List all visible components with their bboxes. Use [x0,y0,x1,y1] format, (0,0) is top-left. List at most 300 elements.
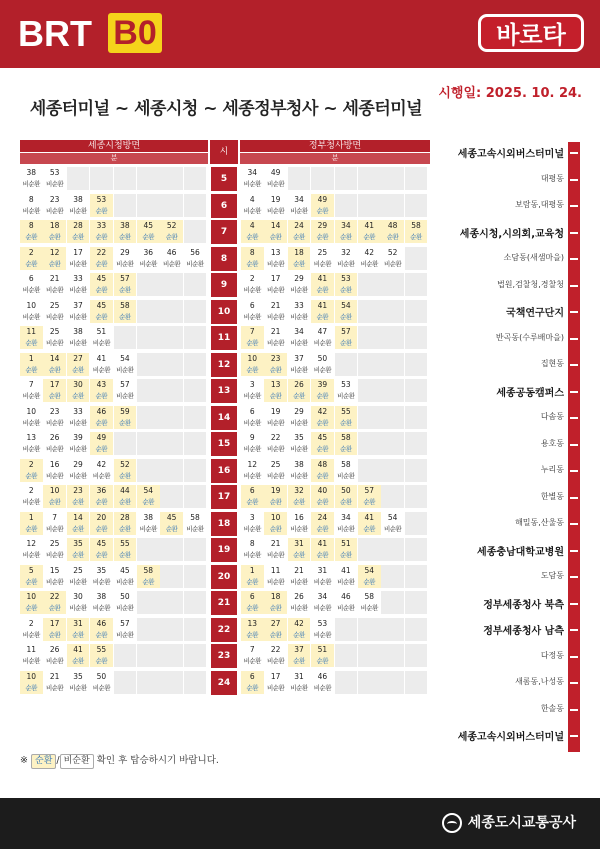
stop-tick [570,629,578,631]
departure-cell [90,326,113,350]
departure-cell [67,618,90,642]
timetable-row [20,564,430,591]
departure-cell [67,379,90,403]
departure-type: 순환 [241,683,264,694]
timetable-row [20,458,430,485]
hour-cell: 21 [211,591,237,615]
departure-cell [241,512,264,536]
empty-cell-bottom [358,206,381,217]
departure-type: 순환 [311,444,334,455]
empty-cell-top [184,644,207,656]
stop-tick [570,444,578,446]
departure-cell [288,618,311,642]
departure-type: 비순환 [116,365,134,374]
departure-cell [288,353,311,377]
empty-cell [358,459,381,483]
departure-cell [288,512,311,536]
departure-type: 비순환 [243,657,261,665]
empty-cell [381,591,404,615]
empty-cell [160,273,183,297]
empty-cell-top [381,671,404,683]
left-departures [20,193,208,219]
empty-cell [184,379,207,403]
brt-label: BRT [18,13,92,54]
departure-type: 비순환 [313,365,332,374]
departure-cell [264,618,287,642]
departure-type: 순환 [264,630,287,641]
departure-cell [311,406,334,430]
departure-cell [335,459,358,483]
stop-name: 용호동 [540,438,564,448]
departure-minute: 3 [249,380,255,389]
departure-minute: 23 [49,406,60,416]
hour-cell: 13 [211,379,237,403]
empty-cell [335,671,358,695]
departure-cell [264,220,287,244]
empty-cell [160,406,183,430]
empty-cell-top [335,671,358,683]
empty-cell-bottom [160,285,183,296]
departure-minute: 39 [311,379,334,391]
empty-cell [335,194,358,218]
empty-cell [160,459,183,483]
departure-cell [288,273,311,297]
empty-cell-bottom [114,444,137,455]
departure-type: 비순환 [243,286,261,294]
departure-type: 순환 [311,312,334,323]
departure-cell [90,379,113,403]
departure-minute: 45 [137,220,160,232]
empty-cell [335,353,358,377]
departure-cell [43,644,66,668]
right-departures [241,458,430,484]
departure-cell [20,644,43,668]
empty-cell [184,273,207,297]
timetable-row [20,378,430,405]
departure-type: 비순환 [243,206,261,215]
departure-minute: 32 [341,247,351,257]
right-departures [241,484,430,510]
departure-cell [184,247,207,271]
departure-cell [264,538,287,562]
departure-minute: 57 [120,618,130,628]
departure-type: 비순환 [243,471,261,480]
empty-cell [184,406,207,430]
departure-minute: 17 [43,618,66,630]
departure-type: 순환 [43,391,66,402]
empty-cell-bottom [381,497,404,508]
stop-name: 해밀동,산울동 [515,518,564,527]
departure-cell [335,538,358,562]
departure-cell [67,220,90,244]
timetable-row [20,352,430,379]
empty-cell-top [184,300,207,312]
departure-minute: 55 [335,406,358,418]
departure-cell [20,565,43,589]
departure-minute: 11 [270,565,281,575]
departure-minute: 14 [67,512,90,524]
empty-cell-bottom [381,285,404,296]
departure-cell [311,353,334,377]
stop-tick [570,523,578,525]
empty-cell-top [160,167,183,179]
empty-cell-bottom [137,418,160,429]
departure-cell [90,432,113,456]
departure-type: 비순환 [337,604,355,612]
departure-cell [381,220,404,244]
departure-type: 순환 [264,497,287,508]
stop-tick [570,417,578,419]
departure-cell [264,167,287,191]
empty-cell-top [160,459,183,471]
empty-cell-bottom [137,365,160,376]
departure-type: 비순환 [337,577,355,586]
departure-type: 순환 [43,232,66,243]
departure-cell [43,591,66,615]
departure-type: 비순환 [45,683,64,692]
departure-minute: 55 [90,644,113,656]
departure-minute: 13 [26,433,37,442]
empty-cell-top [358,167,381,179]
departure-minute: 7 [28,380,34,389]
hour-cell: 17 [211,485,237,509]
departure-cell [43,379,66,403]
departure-type: 비순환 [92,683,111,692]
departure-type: 순환 [264,232,287,243]
timetable-row [20,219,430,246]
departure-cell [20,618,43,642]
departure-cell [114,565,137,589]
departure-type: 순환 [114,285,137,296]
departure-type: 순환 [288,656,311,667]
empty-cell-bottom [335,179,358,190]
timetable-body [20,166,430,696]
departure-type: 비순환 [290,577,308,586]
legend-prefix: ※ [20,755,28,766]
departure-type: 비순환 [186,524,204,533]
departure-minute: 41 [311,538,334,550]
empty-cell [137,644,160,668]
departure-minute: 22 [270,645,281,654]
departure-minute: 26 [49,645,60,654]
empty-cell-bottom [184,418,207,429]
departure-minute: 9 [249,433,255,442]
departure-minute: 51 [335,538,358,550]
departure-minute: 38 [294,459,304,469]
footer-org-name: 세종도시교통공사 [467,815,576,831]
departure-type: 순환 [43,365,66,376]
departure-minute: 54 [335,300,358,312]
hour-cell: 8 [211,247,237,271]
empty-cell-top [184,671,207,683]
departure-type: 순환 [241,365,264,376]
empty-cell-bottom [358,550,381,561]
empty-cell-bottom [381,391,404,402]
departure-minute: 58 [341,459,351,469]
departure-type: 비순환 [92,577,111,586]
departure-cell [241,247,264,271]
left-departures [20,219,208,245]
departure-type: 비순환 [22,180,40,188]
empty-cell [381,353,404,377]
departure-cell [335,485,358,509]
departure-type: 순환 [335,285,358,296]
hour-cell: 5 [211,167,237,191]
timetable-row [20,484,430,511]
stop-tick [570,232,578,234]
departure-minute: 17 [73,247,83,257]
empty-cell-bottom [184,603,207,614]
empty-cell-bottom [358,444,381,455]
empty-cell-bottom [381,365,404,376]
empty-cell [381,671,404,695]
departure-minute: 38 [73,194,83,204]
departure-cell [264,247,287,271]
departure-minute: 28 [67,220,90,232]
departure-minute: 29 [120,247,130,257]
empty-cell-top [311,167,334,179]
empty-cell-top [114,326,137,338]
departure-type: 비순환 [266,657,285,665]
departure-cell [311,644,334,668]
stop-name: 세종공동캠퍼스 [496,387,564,399]
departure-type: 비순환 [116,577,134,586]
departure-type: 비순환 [243,392,261,400]
departure-minute: 25 [49,300,60,310]
departure-minute: 34 [247,168,258,177]
empty-cell-top [137,644,160,656]
empty-cell-bottom [137,206,160,217]
departure-minute: 6 [241,671,264,683]
timetable-row [20,617,430,644]
departure-minute: 50 [96,671,107,681]
departure-type: 순환 [241,259,264,270]
empty-cell [335,618,358,642]
empty-cell-bottom [381,550,404,561]
departure-minute: 38 [96,592,107,601]
departure-minute: 11 [26,645,37,654]
departure-minute: 6 [249,406,255,416]
empty-cell-top [184,406,207,418]
departure-minute: 46 [90,406,113,418]
departure-minute: 42 [96,459,107,469]
departure-cell [288,644,311,668]
departure-type: 비순환 [313,683,332,692]
empty-cell [381,326,404,350]
stop-name: 새롬동,나성동 [515,677,564,686]
empty-cell-top [137,273,160,285]
departure-type: 순환 [20,232,43,243]
org-logo-icon [442,813,462,833]
right-departures [241,378,430,404]
departure-type: 비순환 [337,259,355,268]
empty-cell-bottom [160,630,183,641]
departure-minute: 20 [90,512,113,524]
departure-type: 순환 [90,418,113,429]
stop-name: 집현동 [540,359,564,368]
departure-type: 비순환 [22,630,40,639]
departure-cell [241,618,264,642]
departure-minute: 18 [43,220,66,232]
empty-cell [358,379,381,403]
stop-name: 반곡동(수루배마을) [495,332,564,342]
departure-cell [335,326,358,350]
empty-cell-bottom [137,285,160,296]
departure-cell [114,538,137,562]
empty-cell-top [184,326,207,338]
footer-bar [0,798,600,849]
departure-type: 비순환 [116,392,134,400]
departure-cell [43,247,66,271]
departure-type: 순환 [114,418,137,429]
departure-cell [241,565,264,589]
empty-cell-bottom [137,179,160,190]
departure-cell [241,379,264,403]
departure-cell [241,644,264,668]
empty-cell-bottom [137,338,160,349]
departure-minute: 45 [90,300,113,312]
departure-minute: 49 [311,194,334,206]
departure-type: 비순환 [266,683,285,692]
brand-logo: 바로타 [478,14,584,52]
departure-cell [311,618,334,642]
departure-minute: 38 [143,512,154,522]
empty-cell [184,353,207,377]
empty-cell [184,194,207,218]
departure-minute: 2 [28,486,34,495]
departure-type: 순환 [264,365,287,376]
stop-name: 세종고속시외버스터미널 [457,149,564,160]
empty-cell-bottom [358,683,381,694]
departure-minute: 41 [341,565,351,575]
timetable-row [20,511,430,538]
empty-cell [358,406,381,430]
departure-cell [335,406,358,430]
departure-minute: 50 [335,485,358,497]
departure-type: 순환 [311,206,334,217]
departure-type: 순환 [335,418,358,429]
departure-cell [20,326,43,350]
departure-cell [114,591,137,615]
departure-cell [264,300,287,324]
empty-cell-bottom [137,391,160,402]
departure-minute: 24 [311,512,334,524]
departure-type: 순환 [20,524,43,535]
empty-cell-top [137,194,160,206]
left-departures [20,617,208,643]
departure-cell [114,512,137,536]
route-line [568,142,580,752]
empty-cell-bottom [335,630,358,641]
departure-cell [90,247,113,271]
departure-type: 순환 [137,577,160,588]
departure-type: 비순환 [69,577,87,586]
departure-cell [311,565,334,589]
empty-cell-top [114,644,137,656]
departure-minute: 45 [90,273,113,285]
departure-cell [90,273,113,297]
empty-cell-bottom [381,206,404,217]
departure-minute: 55 [114,538,137,550]
empty-cell-top [160,644,183,656]
empty-cell-top [381,591,404,603]
departure-cell [241,220,264,244]
departure-cell [20,432,43,456]
departure-type: 비순환 [290,471,308,480]
departure-minute: 17 [270,671,281,681]
departure-type: 비순환 [383,259,402,268]
departure-type: 비순환 [45,551,64,559]
departure-cell [90,591,113,615]
departure-minute: 58 [114,300,137,312]
departure-type: 비순환 [92,365,111,374]
departure-minute: 38 [26,168,37,177]
empty-cell-bottom [358,471,381,482]
empty-cell-bottom [335,365,358,376]
empty-cell [184,591,207,615]
left-departures [20,272,208,298]
empty-cell-top [288,167,311,179]
empty-cell-bottom [358,179,381,190]
departure-type: 순환 [90,497,113,508]
departure-minute: 46 [166,247,177,257]
departure-cell [43,432,66,456]
stop-name: 한솔동 [540,703,564,713]
departure-minute: 21 [270,327,281,336]
departure-type: 순환 [358,524,381,535]
empty-cell-bottom [114,683,137,694]
empty-cell-top [358,432,381,444]
departure-minute: 52 [160,220,183,232]
hour-cell: 12 [211,353,237,377]
departure-minute: 29 [294,274,304,283]
empty-cell [137,326,160,350]
right-departures [241,325,430,351]
legend-loop-badge: 순환 [31,754,56,769]
empty-cell-bottom [335,683,358,694]
hour-cell: 22 [211,618,237,642]
departure-cell [335,591,358,615]
departure-cell [114,406,137,430]
departure-cell [90,644,113,668]
right-departures [241,246,430,272]
departure-cell [335,300,358,324]
departure-cell [311,220,334,244]
right-direction-label: 정부청사방면 [240,140,430,152]
departure-cell [67,326,90,350]
right-minute-label: 분 [240,153,430,164]
departure-type: 비순환 [266,577,285,586]
departure-type: 순환 [241,603,264,614]
stop-tick [570,682,578,684]
legend [20,752,219,769]
empty-cell-bottom [160,418,183,429]
departure-type: 순환 [90,630,113,641]
empty-cell-top [381,538,404,550]
empty-cell-bottom [358,365,381,376]
departure-type: 비순환 [266,418,285,427]
empty-cell [184,485,207,509]
empty-cell-bottom [184,285,207,296]
departure-minute: 16 [294,512,304,522]
empty-cell [184,220,207,244]
departure-cell [160,247,183,271]
departure-type: 비순환 [22,657,40,665]
departure-minute: 57 [114,273,137,285]
empty-cell [358,432,381,456]
empty-cell [335,167,358,191]
departure-type: 비순환 [266,471,285,480]
